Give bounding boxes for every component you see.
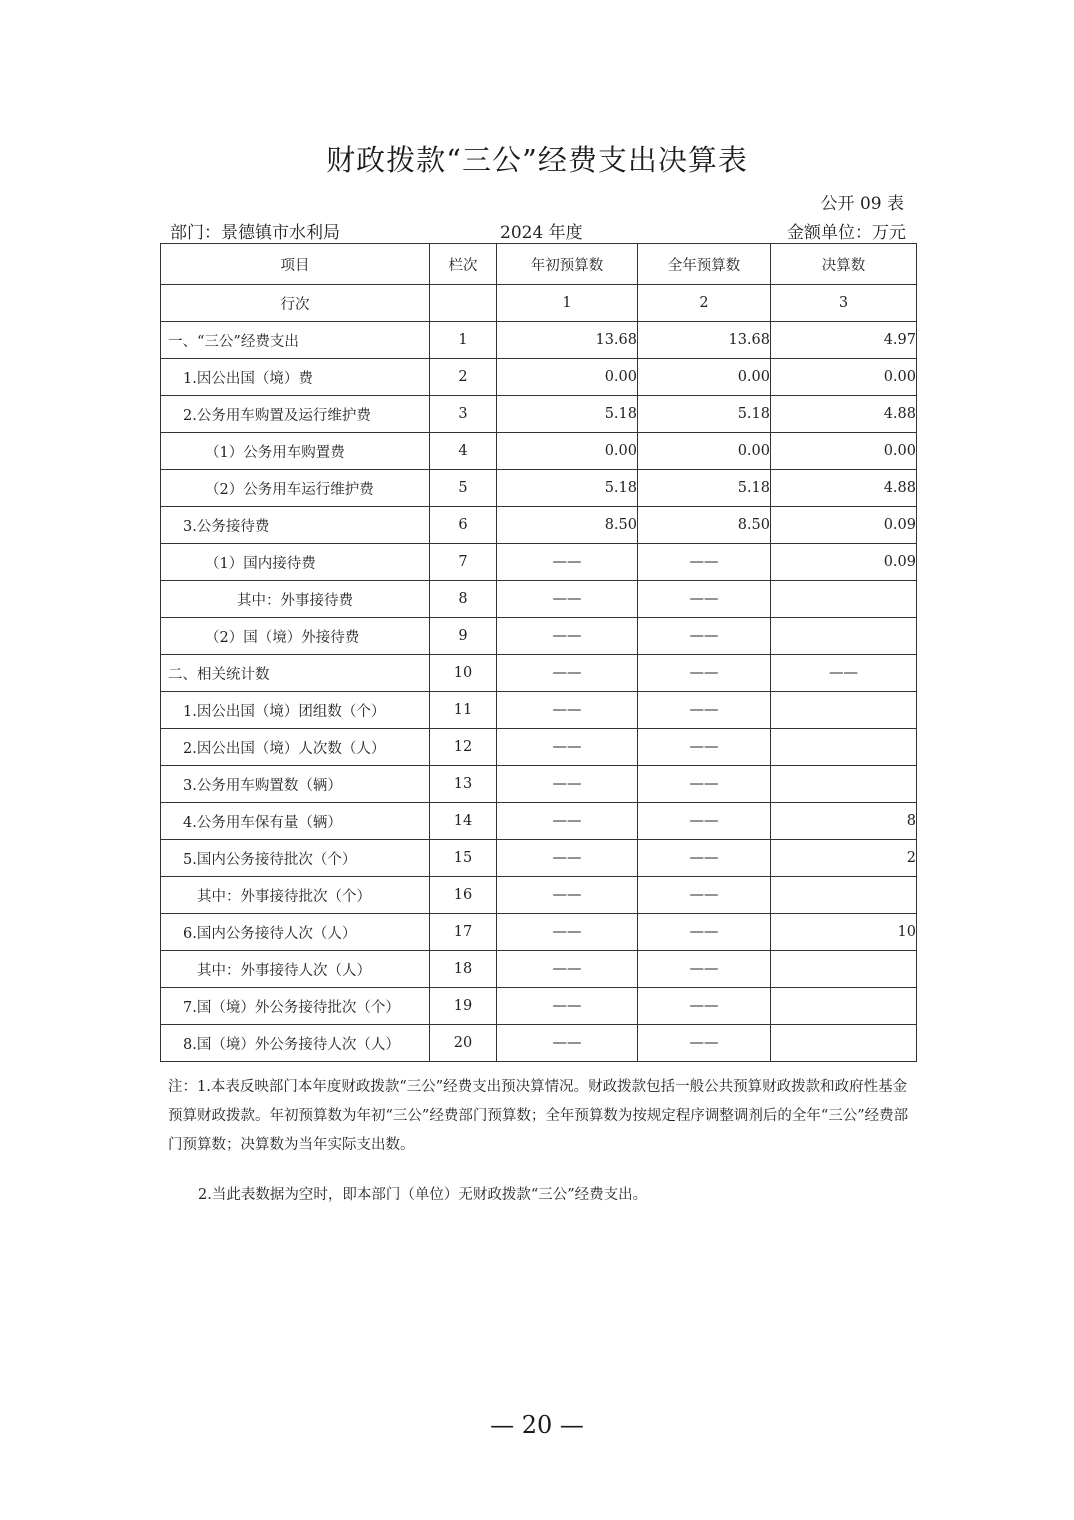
table-header-row	[161, 244, 917, 285]
row-seq: 20	[430, 1025, 497, 1062]
table-row	[161, 433, 917, 470]
row-full-year-budget: ——	[638, 692, 771, 729]
row-full-year-budget: ——	[638, 618, 771, 655]
table-row	[161, 322, 917, 359]
row-full-year-budget: ——	[638, 877, 771, 914]
row-seq: 15	[430, 840, 497, 877]
row-initial-budget: ——	[497, 729, 638, 766]
row-full-year-budget: ——	[638, 766, 771, 803]
row-final-accounts	[771, 1025, 917, 1062]
row-final-accounts: 0.09	[771, 544, 917, 581]
row-initial-budget: ——	[497, 655, 638, 692]
row-seq: 16	[430, 877, 497, 914]
row-full-year-budget: 13.68	[638, 322, 771, 359]
subheader-seq	[430, 285, 497, 322]
row-item: 4.公务用车保有量（辆）	[161, 803, 430, 840]
row-seq: 17	[430, 914, 497, 951]
table-row	[161, 655, 917, 692]
row-seq: 8	[430, 581, 497, 618]
row-item: 1.因公出国（境）费	[161, 359, 430, 396]
row-item: （2）国（境）外接待费	[161, 618, 430, 655]
row-final-accounts: 0.00	[771, 359, 917, 396]
row-item: （1）公务用车购置费	[161, 433, 430, 470]
row-final-accounts	[771, 877, 917, 914]
row-initial-budget: ——	[497, 1025, 638, 1062]
row-initial-budget: ——	[497, 581, 638, 618]
subheader-item: 行次	[161, 285, 430, 322]
row-item: 1.因公出国（境）团组数（个）	[161, 692, 430, 729]
table-row	[161, 914, 917, 951]
row-seq: 1	[430, 322, 497, 359]
row-final-accounts: 4.88	[771, 470, 917, 507]
row-full-year-budget: ——	[638, 914, 771, 951]
row-item: 5.国内公务接待批次（个）	[161, 840, 430, 877]
row-initial-budget: ——	[497, 840, 638, 877]
row-initial-budget: 5.18	[497, 470, 638, 507]
row-seq: 13	[430, 766, 497, 803]
row-item: 2.因公出国（境）人次数（人）	[161, 729, 430, 766]
page-number: — 20 —	[490, 1411, 584, 1439]
table-notes: 注：1.本表反映部门本年度财政拨款“三公”经费支出预决算情况。财政拨款包括一般公共预算财政拨款和政府性基金预算财政拨款。年初预算数为年初“三公”经费部门预算数；全年预算数为按规定程序调整调剂后的全年“三公”经费部门预算数；决算数为当年实际支出数。	[168, 1079, 909, 1153]
table-row	[161, 1025, 917, 1062]
row-item: 6.国内公务接待人次（人）	[161, 914, 430, 951]
row-seq: 14	[430, 803, 497, 840]
row-seq: 2	[430, 359, 497, 396]
row-item: 其中：外事接待费	[161, 581, 430, 618]
row-full-year-budget: 5.18	[638, 396, 771, 433]
row-seq: 10	[430, 655, 497, 692]
row-seq: 19	[430, 988, 497, 1025]
row-seq: 11	[430, 692, 497, 729]
row-seq: 9	[430, 618, 497, 655]
table-row	[161, 877, 917, 914]
row-item: 其中：外事接待批次（个）	[161, 877, 430, 914]
row-full-year-budget: ——	[638, 729, 771, 766]
row-final-accounts: ——	[771, 655, 917, 692]
row-item: 3.公务用车购置数（辆）	[161, 766, 430, 803]
fiscal-year: 2024 年度	[500, 223, 583, 243]
page-title: 财政拨款“三公”经费支出决算表	[326, 143, 748, 177]
row-initial-budget: ——	[497, 692, 638, 729]
row-final-accounts	[771, 618, 917, 655]
row-item: 3.公务接待费	[161, 507, 430, 544]
row-final-accounts: 2	[771, 840, 917, 877]
row-initial-budget: ——	[497, 803, 638, 840]
table-row	[161, 507, 917, 544]
row-item: （2）公务用车运行维护费	[161, 470, 430, 507]
row-final-accounts	[771, 988, 917, 1025]
table-row	[161, 766, 917, 803]
table-row	[161, 692, 917, 729]
row-full-year-budget: 0.00	[638, 433, 771, 470]
row-full-year-budget: 5.18	[638, 470, 771, 507]
header-initial-budget: 年初预算数	[497, 244, 638, 285]
row-initial-budget: ——	[497, 877, 638, 914]
row-seq: 18	[430, 951, 497, 988]
form-code: 公开 09 表	[820, 194, 904, 214]
table-row	[161, 988, 917, 1025]
row-initial-budget: ——	[497, 914, 638, 951]
table-row	[161, 359, 917, 396]
table-subheader-row	[161, 285, 917, 322]
row-initial-budget: 5.18	[497, 396, 638, 433]
row-initial-budget: 8.50	[497, 507, 638, 544]
row-final-accounts	[771, 951, 917, 988]
row-full-year-budget: ——	[638, 655, 771, 692]
row-full-year-budget: 8.50	[638, 507, 771, 544]
row-final-accounts: 8	[771, 803, 917, 840]
subheader-col2: 2	[638, 285, 771, 322]
table-row	[161, 803, 917, 840]
row-initial-budget: ——	[497, 544, 638, 581]
row-initial-budget: 0.00	[497, 359, 638, 396]
row-item: 一、“三公”经费支出	[161, 322, 430, 359]
table-row	[161, 470, 917, 507]
row-initial-budget: ——	[497, 618, 638, 655]
row-item: 二、相关统计数	[161, 655, 430, 692]
row-initial-budget: ——	[497, 988, 638, 1025]
row-full-year-budget: ——	[638, 803, 771, 840]
row-item: （1）国内接待费	[161, 544, 430, 581]
table-row	[161, 840, 917, 877]
meta-row	[170, 218, 906, 243]
row-final-accounts: 0.09	[771, 507, 917, 544]
table-row	[161, 618, 917, 655]
row-full-year-budget: ——	[638, 544, 771, 581]
row-initial-budget: 13.68	[497, 322, 638, 359]
row-item: 8.国（境）外公务接待人次（人）	[161, 1025, 430, 1062]
department-label: 部门：景德镇市水利局	[170, 223, 340, 243]
row-final-accounts: 4.88	[771, 396, 917, 433]
header-final-accounts: 决算数	[771, 244, 917, 285]
row-full-year-budget: ——	[638, 581, 771, 618]
header-full-year-budget: 全年预算数	[638, 244, 771, 285]
row-seq: 4	[430, 433, 497, 470]
row-full-year-budget: ——	[638, 951, 771, 988]
subheader-col3: 3	[771, 285, 917, 322]
row-seq: 5	[430, 470, 497, 507]
table-row	[161, 544, 917, 581]
row-initial-budget: 0.00	[497, 433, 638, 470]
table-row	[161, 951, 917, 988]
row-final-accounts	[771, 581, 917, 618]
table-row	[161, 729, 917, 766]
row-item: 7.国（境）外公务接待批次（个）	[161, 988, 430, 1025]
row-final-accounts: 4.97	[771, 322, 917, 359]
row-full-year-budget: ——	[638, 840, 771, 877]
subheader-col1: 1	[497, 285, 638, 322]
table-row	[161, 396, 917, 433]
row-full-year-budget: 0.00	[638, 359, 771, 396]
header-seq: 栏次	[430, 244, 497, 285]
row-final-accounts	[771, 729, 917, 766]
row-final-accounts	[771, 766, 917, 803]
row-final-accounts: 10	[771, 914, 917, 951]
table-note-2: 2.当此表数据为空时，即本部门（单位）无财政拨款“三公”经费支出。	[198, 1187, 648, 1203]
header-item: 项目	[161, 244, 430, 285]
row-final-accounts: 0.00	[771, 433, 917, 470]
row-item: 其中：外事接待人次（人）	[161, 951, 430, 988]
row-seq: 6	[430, 507, 497, 544]
table-row	[161, 581, 917, 618]
row-final-accounts	[771, 692, 917, 729]
row-seq: 12	[430, 729, 497, 766]
amount-unit: 金额单位：万元	[787, 223, 906, 243]
row-full-year-budget: ——	[638, 1025, 771, 1062]
row-initial-budget: ——	[497, 951, 638, 988]
row-seq: 3	[430, 396, 497, 433]
row-item: 2.公务用车购置及运行维护费	[161, 396, 430, 433]
expense-table	[160, 243, 917, 1062]
row-seq: 7	[430, 544, 497, 581]
row-initial-budget: ——	[497, 766, 638, 803]
row-full-year-budget: ——	[638, 988, 771, 1025]
